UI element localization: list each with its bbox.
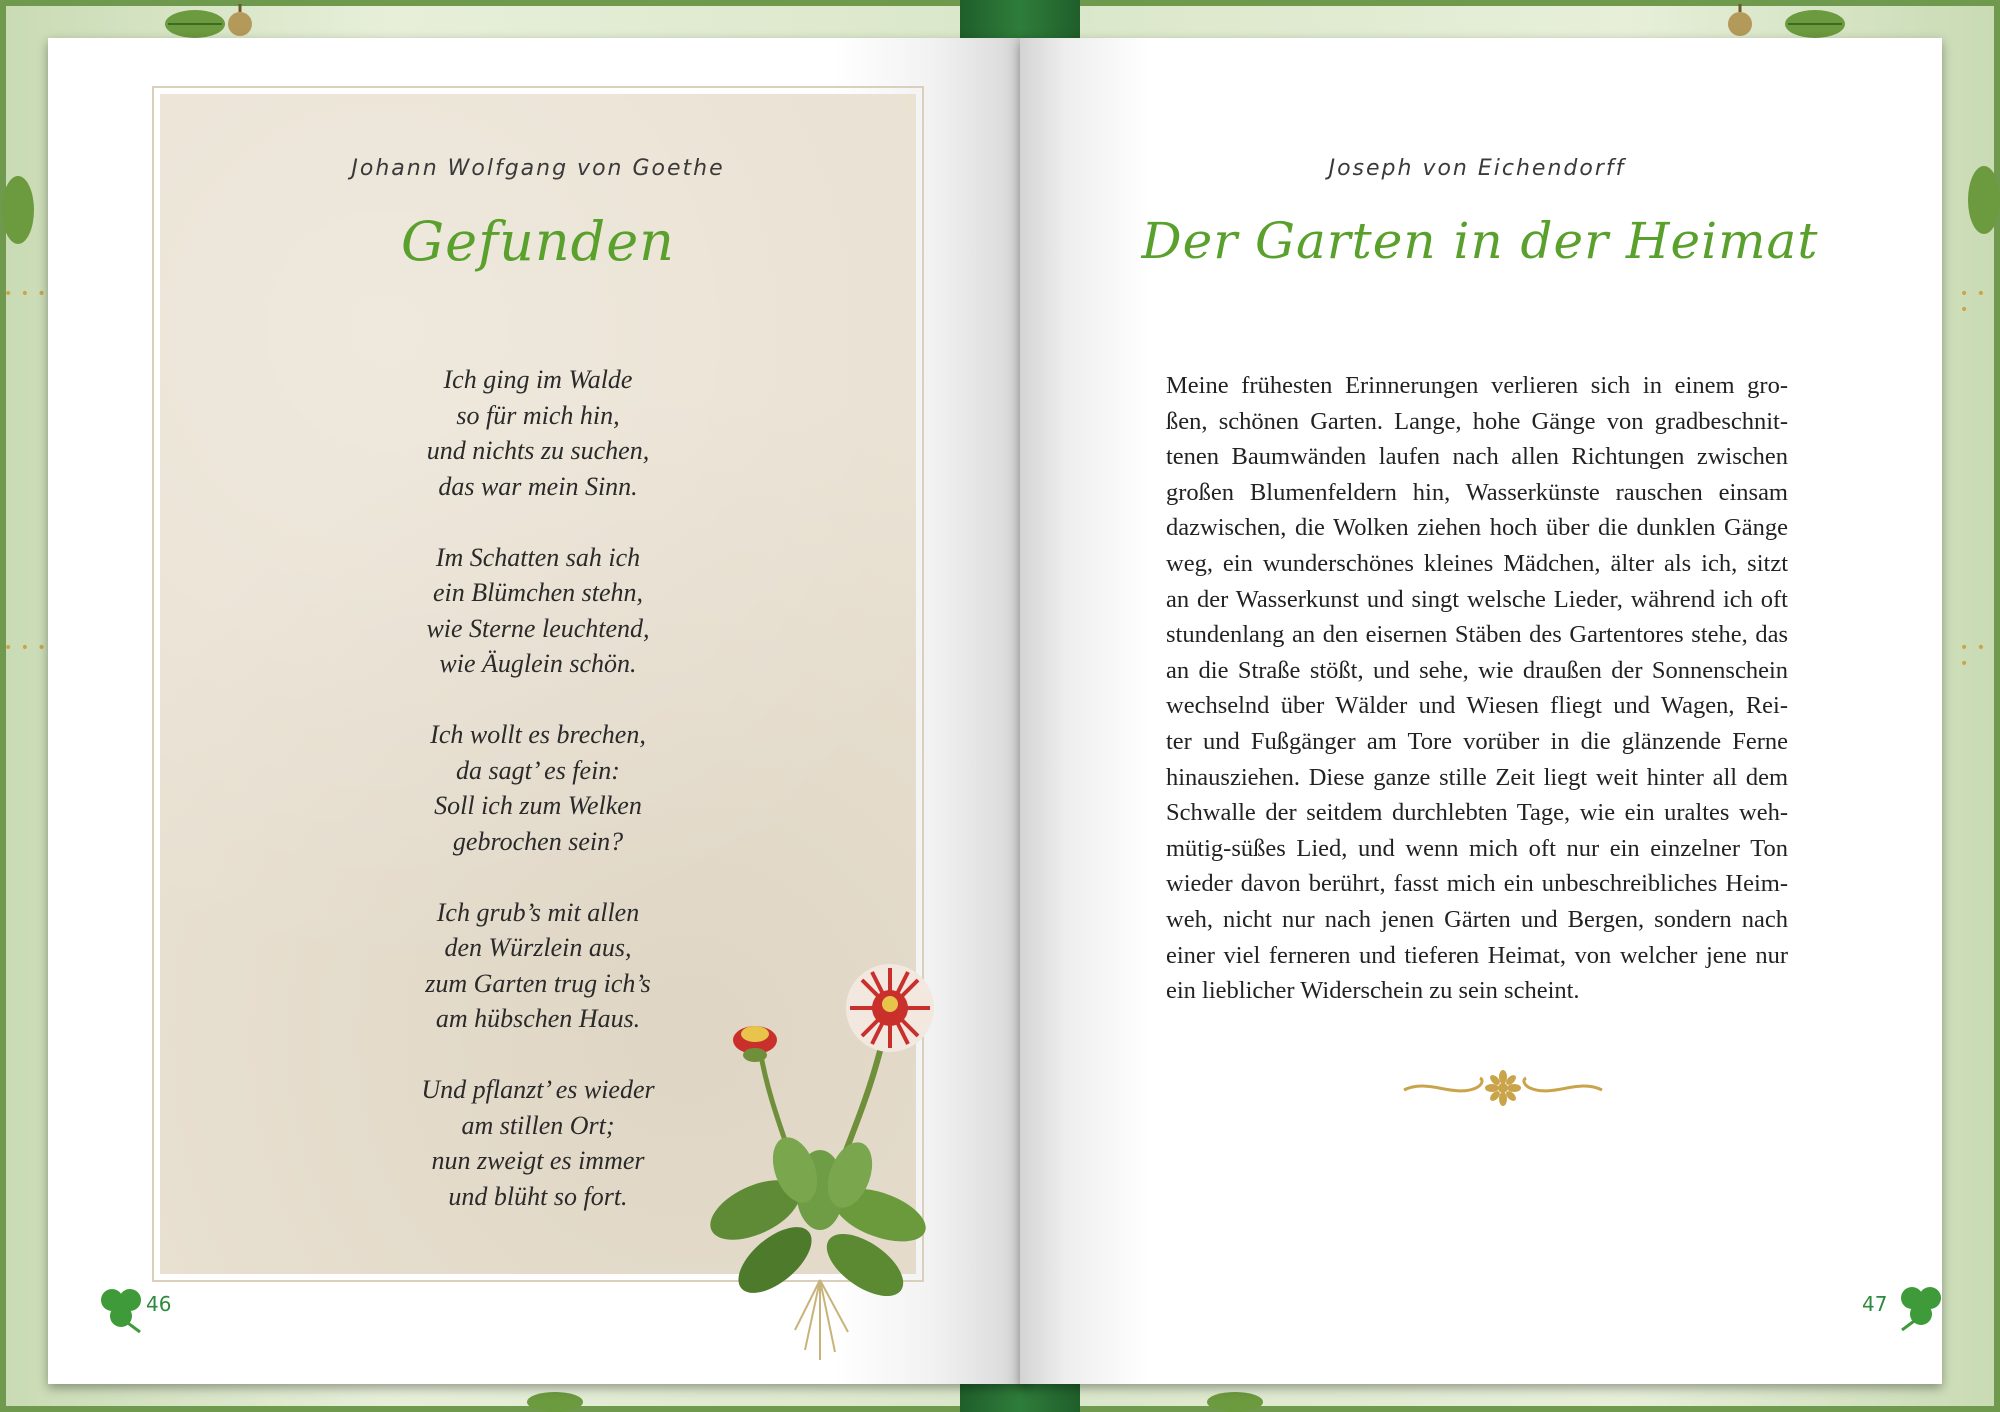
text-line: weh, nicht nur nach jenen Gärten und Bergen, sondern nach (1166, 905, 1788, 933)
text-line: an die Straße stößt, und sehe, wie draußen der Sonnenschein (1166, 656, 1788, 684)
text-line: stundenlang an den eisernen Stäben des Gartentores stehe, das (1166, 621, 1788, 649)
poem-line: den Würzlein aus, (444, 933, 632, 962)
leaf-icon (1200, 1384, 1270, 1412)
text-line: dazwischen, die Wolken ziehen hoch über die dunklen Gänge (1166, 514, 1788, 542)
leaf-icon (1720, 2, 1760, 42)
leaf-icon (1962, 160, 2000, 240)
text-line: mütig-süßes Lied, und wenn mich oft nur ein einzelner Ton (1166, 834, 1788, 862)
poem-stanza (152, 717, 924, 859)
flourish-ornament-icon (1398, 1064, 1608, 1112)
poem-line: Im Schatten sah ich (435, 542, 641, 572)
poem-line: gebrochen sein? (452, 826, 624, 856)
page-edge-marker: • • • (4, 286, 48, 302)
text-line: Meine frühesten Erinnerungen verlieren sich in einem gro- (1166, 372, 1788, 399)
clover-icon (1896, 1282, 1946, 1332)
poem-line: Soll ich zum Welken (434, 791, 642, 820)
poem-line: zum Garten trug ich’s (425, 968, 651, 998)
poem-line: ein Blümchen stehn, (432, 578, 644, 607)
poem-line: Ich grub’s mit allen (436, 897, 640, 927)
text-line: großen Blumenfeldern hin, Wasserkünste rauschen einsam (1166, 478, 1788, 506)
poem-stanza (152, 540, 924, 682)
poem-line: und nichts zu suchen, (426, 436, 650, 465)
leaf-icon (0, 170, 40, 250)
leaf-icon (520, 1384, 590, 1412)
text-line: einer viel ferneren und tieferen Heimat, von welcher jene nur (1166, 941, 1788, 969)
poem-line: am hübschen Haus. (435, 1004, 641, 1033)
poem-line: am stillen Ort; (461, 1110, 615, 1140)
text-line: weg, ein wunderschönes kleines Mädchen, älter als ich, sitzt (1166, 549, 1788, 577)
leaf-icon (220, 2, 260, 42)
poem-line: da sagt’ es fein: (456, 755, 620, 785)
essay-text (1166, 368, 1788, 1009)
page-edge-marker: • • • (1960, 640, 1987, 672)
right-title: Der Garten in der Heimat (1141, 212, 1819, 270)
text-line: Schwalle der seitdem durchlebten Tage, wie ein uraltes weh- (1166, 799, 1788, 827)
text-line: an der Wasserkunst und singt welsche Lieder, während ich oft (1166, 585, 1788, 613)
page-edge-marker: • • • (1960, 286, 1987, 318)
poem-line: Ich ging im Walde (443, 365, 633, 394)
clover-icon (96, 1284, 146, 1334)
right-page-number: 47 (1862, 1292, 1888, 1316)
text-line: wieder davon berührt, fasst mich ein unbeschreibliches Heim- (1166, 870, 1788, 898)
right-author: Joseph von Eichendorff (1328, 156, 1626, 181)
poem-line: Und pflanzt’ es wieder (421, 1075, 655, 1104)
poem-line: nun zweigt es immer (431, 1146, 645, 1175)
poem-line: so für mich hin, (456, 400, 620, 430)
left-page-number: 46 (146, 1292, 172, 1316)
poem-line: Ich wollt es brechen, (430, 720, 646, 749)
poem-stanza (152, 362, 924, 504)
poem-line: wie Äuglein schön. (439, 649, 637, 678)
text-line: hinausziehen. Diese ganze stille Zeit liegt weit hinter all dem (1166, 763, 1788, 791)
text-line: ter und Fußgänger am Tore vorüber in die glänzende Ferne (1166, 727, 1788, 755)
daisy-flower-illustration (700, 960, 940, 1370)
page-edge-marker: • • • (4, 640, 48, 656)
poem-line: und blüht so fort. (448, 1181, 628, 1211)
text-line: ein lieblicher Widerschein zu sein scheint. (1166, 977, 1580, 1005)
left-title: Gefunden (401, 210, 675, 273)
text-line: tenen Baumwänden laufen nach allen Richtungen zwischen (1166, 443, 1788, 471)
poem-line: wie Sterne leuchtend, (426, 613, 650, 643)
left-author: Johann Wolfgang von Goethe (351, 156, 725, 181)
text-line: wechselnd über Wälder und Wiesen fliegt und Wagen, Rei- (1166, 692, 1788, 720)
poem-line: das war mein Sinn. (438, 471, 638, 501)
text-line: ßen, schönen Garten. Lange, hohe Gänge von gradbeschnit- (1166, 407, 1788, 435)
